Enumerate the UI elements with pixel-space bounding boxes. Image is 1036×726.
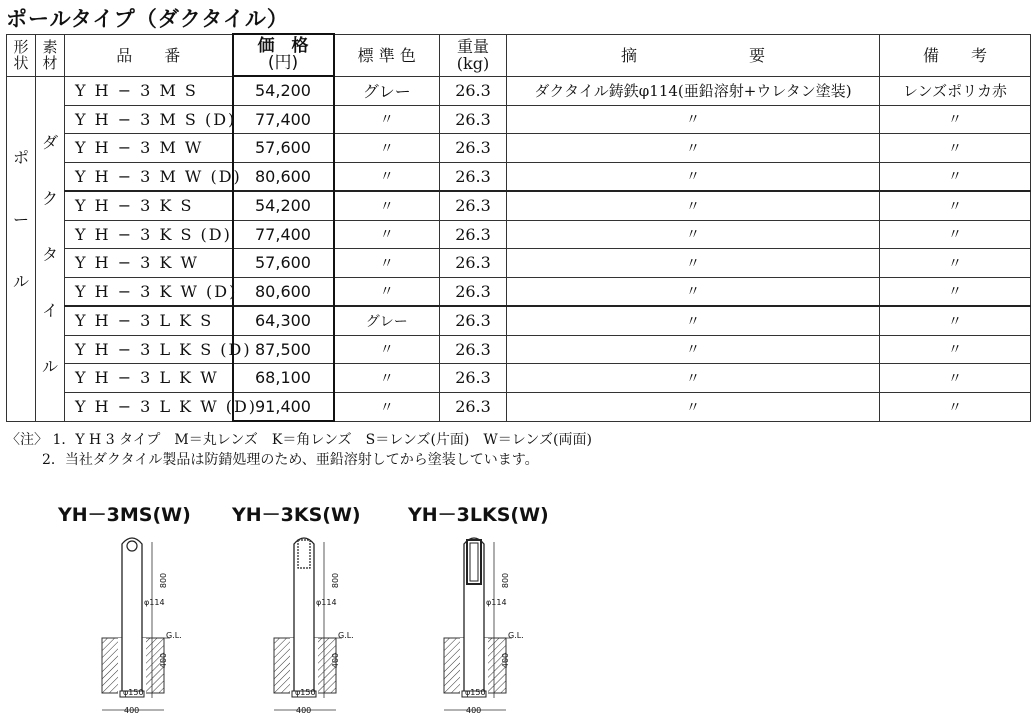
- summary-cell: ダクタイル鋳鉄φ114(亜鉛溶射+ウレタン塗装): [507, 76, 880, 105]
- part-number-cell: Y H − 3 K S (D): [65, 220, 233, 249]
- dim-gl: G.L.: [166, 631, 182, 640]
- summary-cell: 〃: [507, 335, 880, 364]
- price-cell: 87,500: [233, 335, 334, 364]
- remarks-cell: 〃: [880, 277, 1031, 306]
- color-cell: 〃: [334, 162, 440, 191]
- summary-cell: 〃: [507, 392, 880, 421]
- price-cell: 80,600: [233, 162, 334, 191]
- dim-gl: G.L.: [338, 631, 354, 640]
- dim-pole-diameter: φ114: [316, 598, 337, 607]
- remarks-cell: 〃: [880, 162, 1031, 191]
- lens-round-icon: [127, 541, 137, 551]
- table-row: [7, 306, 1031, 335]
- dim-400: 400: [159, 652, 169, 669]
- table-row: [7, 162, 1031, 191]
- table-header-row: [7, 34, 1031, 76]
- header-summary: 摘 要: [507, 34, 880, 76]
- remarks-cell: 〃: [880, 306, 1031, 335]
- weight-cell: 26.3: [440, 277, 507, 306]
- price-cell: 80,600: [233, 277, 334, 306]
- spec-table: [6, 33, 1031, 422]
- header-part-number: 品 番: [65, 34, 233, 76]
- part-number-cell: Y H − 3 L K W (D): [65, 392, 233, 421]
- header-remarks: 備 考: [880, 34, 1031, 76]
- remarks-cell: 〃: [880, 220, 1031, 249]
- color-cell: 〃: [334, 191, 440, 220]
- table-row: [7, 105, 1031, 134]
- price-cell: 54,200: [233, 76, 334, 105]
- summary-cell: 〃: [507, 306, 880, 335]
- part-number-cell: Y H − 3 M W: [65, 134, 233, 163]
- color-cell: グレー: [334, 76, 440, 105]
- pole-drawing-svg: [90, 528, 200, 718]
- part-number-cell: Y H − 3 L K S: [65, 306, 233, 335]
- dim-400: 400: [331, 652, 341, 669]
- price-cell: 57,600: [233, 134, 334, 163]
- dim-base-width: 400: [466, 706, 482, 715]
- dim-800: 800: [501, 572, 511, 589]
- diagram-label: YH－3KS(W): [232, 504, 361, 526]
- weight-cell: 26.3: [440, 134, 507, 163]
- dim-base-diameter: φ150: [123, 688, 144, 697]
- part-number-cell: Y H − 3 M S (D): [65, 105, 233, 134]
- table-row: [7, 249, 1031, 278]
- color-cell: 〃: [334, 392, 440, 421]
- dim-pole-diameter: φ114: [486, 598, 507, 607]
- header-price-label: 価 格: [257, 36, 309, 56]
- summary-cell: 〃: [507, 162, 880, 191]
- weight-cell: 26.3: [440, 249, 507, 278]
- material-vertical-cell: [36, 76, 65, 421]
- type-char: ポ: [12, 147, 29, 167]
- price-cell: 91,400: [233, 392, 334, 421]
- type-char: ル: [12, 271, 29, 291]
- summary-cell: 〃: [507, 277, 880, 306]
- price-cell: 54,200: [233, 191, 334, 220]
- weight-cell: 26.3: [440, 191, 507, 220]
- header-price: [233, 34, 334, 76]
- table-row: [7, 364, 1031, 393]
- color-cell: グレー: [334, 306, 440, 335]
- weight-cell: 26.3: [440, 392, 507, 421]
- header-weight: [440, 34, 507, 76]
- table-row: [7, 134, 1031, 163]
- table-row: [7, 277, 1031, 306]
- part-number-cell: Y H − 3 K W: [65, 249, 233, 278]
- part-number-cell: Y H − 3 K S: [65, 191, 233, 220]
- price-cell: 64,300: [233, 306, 334, 335]
- color-cell: 〃: [334, 134, 440, 163]
- header-weight-label: 重量: [456, 37, 489, 56]
- header-type: 形状: [7, 34, 36, 76]
- material-char: ク: [41, 188, 58, 208]
- material-char: ル: [41, 356, 58, 376]
- table-row: [7, 191, 1031, 220]
- remarks-cell: 〃: [880, 392, 1031, 421]
- pole-drawing: [432, 528, 542, 718]
- pole-drawing: [90, 528, 200, 718]
- header-color: 標 準 色: [334, 34, 440, 76]
- color-cell: 〃: [334, 105, 440, 134]
- remarks-cell: 〃: [880, 249, 1031, 278]
- color-cell: 〃: [334, 277, 440, 306]
- note-line-1: 〈注〉 1．Y H 3 タイプ M＝丸レンズ K＝角レンズ S＝レンズ(片面) W＝レンズ(両面): [6, 432, 592, 448]
- summary-cell: 〃: [507, 134, 880, 163]
- weight-cell: 26.3: [440, 335, 507, 364]
- weight-cell: 26.3: [440, 306, 507, 335]
- header-weight-unit: (kg): [456, 54, 490, 73]
- type-vertical-cell: [7, 76, 36, 421]
- table-row: [7, 335, 1031, 364]
- notes: [6, 430, 592, 470]
- color-cell: 〃: [334, 364, 440, 393]
- header-price-unit: (円): [267, 53, 299, 73]
- dim-base-diameter: φ150: [465, 688, 486, 697]
- dim-base-diameter: φ150: [295, 688, 316, 697]
- weight-cell: 26.3: [440, 76, 507, 105]
- table-row: [7, 392, 1031, 421]
- type-char: ー: [12, 209, 29, 229]
- table-row: [7, 220, 1031, 249]
- color-cell: 〃: [334, 335, 440, 364]
- diagram-label: YH－3MS(W): [58, 504, 191, 526]
- weight-cell: 26.3: [440, 162, 507, 191]
- material-char: タ: [41, 244, 58, 264]
- summary-cell: 〃: [507, 191, 880, 220]
- diagram-3: [408, 500, 549, 527]
- price-cell: 77,400: [233, 105, 334, 134]
- pole-body: [122, 538, 142, 696]
- diagram-1: [58, 500, 191, 527]
- color-cell: 〃: [334, 249, 440, 278]
- dim-pole-diameter: φ114: [144, 598, 165, 607]
- part-number-cell: Y H − 3 M W (D): [65, 162, 233, 191]
- pole-drawing-svg: [432, 528, 542, 718]
- dim-400: 400: [501, 652, 511, 669]
- remarks-cell: 〃: [880, 364, 1031, 393]
- page-title: ポールタイプ（ダクタイル）: [6, 7, 289, 31]
- pole-drawing: [262, 528, 372, 718]
- table-row: [7, 76, 1031, 105]
- remarks-cell: 〃: [880, 105, 1031, 134]
- header-material: 素材: [36, 34, 65, 76]
- summary-cell: 〃: [507, 249, 880, 278]
- price-cell: 77,400: [233, 220, 334, 249]
- color-cell: 〃: [334, 220, 440, 249]
- dim-800: 800: [159, 572, 169, 589]
- price-cell: 57,600: [233, 249, 334, 278]
- lens-long-icon: [467, 540, 481, 584]
- dim-gl: G.L.: [508, 631, 524, 640]
- diagram-label: YH－3LKS(W): [408, 504, 549, 526]
- lens-square-icon: [298, 540, 310, 568]
- material-char: イ: [41, 300, 58, 320]
- remarks-cell: レンズポリカ赤: [880, 76, 1031, 105]
- dim-800: 800: [331, 572, 341, 589]
- summary-cell: 〃: [507, 105, 880, 134]
- diagram-2: [232, 500, 361, 527]
- note-line-2: 2．当社ダクタイル製品は防錆処理のため、亜鉛溶射してから塗装しています。: [42, 452, 539, 468]
- weight-cell: 26.3: [440, 364, 507, 393]
- summary-cell: 〃: [507, 364, 880, 393]
- part-number-cell: Y H − 3 L K S (D): [65, 335, 233, 364]
- price-cell: 68,100: [233, 364, 334, 393]
- dim-base-width: 400: [124, 706, 140, 715]
- weight-cell: 26.3: [440, 105, 507, 134]
- pole-drawing-svg: [262, 528, 372, 718]
- remarks-cell: 〃: [880, 335, 1031, 364]
- summary-cell: 〃: [507, 220, 880, 249]
- weight-cell: 26.3: [440, 220, 507, 249]
- part-number-cell: Y H − 3 K W (D): [65, 277, 233, 306]
- part-number-cell: Y H − 3 L K W: [65, 364, 233, 393]
- remarks-cell: 〃: [880, 191, 1031, 220]
- material-char: ダ: [41, 132, 58, 152]
- remarks-cell: 〃: [880, 134, 1031, 163]
- part-number-cell: Y H − 3 M S: [65, 76, 233, 105]
- dim-base-width: 400: [296, 706, 312, 715]
